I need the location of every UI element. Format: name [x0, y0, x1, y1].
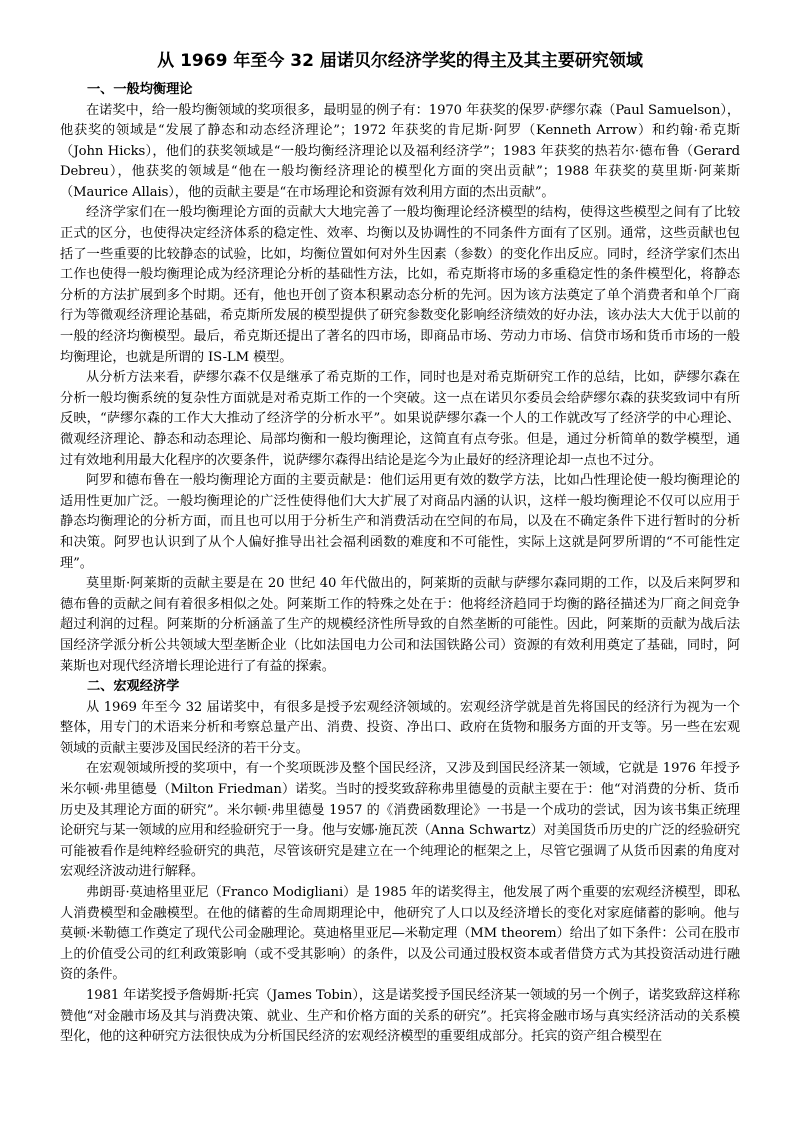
paragraph: 1981 年诺奖授予詹姆斯·托宾（James Tobin），这是诺奖授予国民经济某一领域的另一个例子，诺奖致辞这样称赞他“对金融市场及其与消费决策、就业、生产和价格方面的关系的研究”。托宾将金融市场与真实经济活动的关系模型化，他的这种研究方法很快成为分析国民经济的宏观经济模型的重要组成部分。托宾的资产组合模型在 [60, 987, 740, 1045]
paragraph: 弗朗哥·莫迪格里亚尼（Franco Modigliani）是 1985 年的诺奖得主，他发展了两个重要的宏观经济模型，即私人消费模型和金融模型。在他的储蓄的生命周期理论中，他研究了人口以及经济增长的变化对家庭储蓄的影响。他与莫顿·米勒德工作奠定了现代公司金融理论。莫迪格里亚尼—米勒定理（MM theorem）给出了如下条件：公司在股市上的价值受公司的红利政策影响（或不受其影响）的条件，以及公司通过股权资本或者借贷方式为其投资活动进行融资的条件。 [60, 884, 740, 983]
paragraph: 阿罗和德布鲁在一般均衡理论方面的主要贡献是：他们运用更有效的数学方法，比如凸性理论使一般均衡理论的适用性更加广泛。一般均衡理论的广泛性使得他们大大扩展了对商品内涵的认识，这样一般均衡理论不仅可以应用于静态均衡理论的分析方面，而且也可以用于分析生产和消费活动在空间的布局，以及在不确定条件下进行暂时的分析和决策。阿罗也认识到了从个人偏好推导出社会福利函数的难度和不可能性，实际上这就是阿罗所谓的“不可能性定理”。 [60, 473, 740, 571]
page-title: 从 1969 年至今 32 届诺贝尔经济学奖的得主及其主要研究领域 [157, 51, 643, 71]
document-page [60, 50, 740, 1048]
paragraph: 在诺奖中，给一般均衡领域的奖项很多，最明显的例子有：1970 年获奖的保罗·萨缪尔森（Paul Samuelson），他获奖的领域是“发展了静态和动态经济理论”；1972 年获奖的肯尼斯·阿罗（Kenneth Arrow）和约翰·希克斯（John Hicks），他们的获奖领域是“一般均衡经济理论以及福利经济学”；1983 年获奖的热若尔·德布鲁（Gerard Debreu），他获奖的领域是“他在一般均衡经济理论的模型化方面的突出贡献”；1988 年获奖的莫里斯·阿莱斯（Maurice Allais），他的贡献主要是“在市场理论和资源有效利用方面的杰出贡献”。 [60, 102, 740, 200]
section-heading-general-equilibrium: 一、一般均衡理论 [87, 82, 193, 97]
paragraph: 莫里斯·阿莱斯的贡献主要是在 20 世纪 40 年代做出的，阿莱斯的贡献与萨缪尔森同期的工作，以及后来阿罗和德布鲁的贡献之间有着很多相似之处。阿莱斯工作的特殊之处在于：他将经济趋同于均衡的路径描述为厂商之间竞争超过利润的过程。阿莱斯的分析涵盖了生产的规模经济性所导致的自然垄断的可能性。因此，阿莱斯的贡献为战后法国经济学派分析公共领域大型垄断企业（比如法国电力公司和法国铁路公司）资源的有效利用奠定了基础，同时，阿莱斯也对现代经济增长理论进行了有益的探索。 [60, 576, 740, 674]
paragraph: 从分析方法来看，萨缪尔森不仅是继承了希克斯的工作，同时也是对希克斯研究工作的总结，比如，萨缪尔森在分析一般均衡系统的复杂性方面就是对希克斯工作的一个突破。这一点在诺贝尔委员会给萨缪尔森的获奖致词中有所反映，“萨缪尔森的工作大大推动了经济学的分析水平”。如果说萨缪尔森一个人的工作就改写了经济学的中心理论、微观经济理论、静态和动态理论、局部均衡和一般均衡理论，这简直有点夸张。但是，通过分析简单的数学模型，通过有效地利用最大化程序的次要条件，说萨缪尔森得出结论是迄今为止最好的经济理论却一点也不过分。 [60, 370, 740, 468]
section-heading-macroeconomics: 二、宏观经济学 [87, 679, 180, 695]
paragraph: 在宏观领域所授的奖项中，有一个奖项既涉及整个国民经济，又涉及到国民经济某一领域，它就是 1976 年授予米尔顿·弗里德曼（Milton Friedman）诺奖。当时的授奖致辞称弗里德曼的贡献主要在于：他“对消费的分析、货币历史及其理论方面的研究”。米尔顿·弗里德曼 1957 的《消费函数理论》一书是一个成功的尝试，因为该书集正统理论研究与某一领域的应用和经验研究于一身。他与安娜·施瓦茨（Anna Schwartz）对美国货币历史的广泛的经验研究可能被看作是纯粹经验研究的典范，尽管该研究是建立在一个纯理论的框架之上，尽管它强调了从货币因素的角度对宏观经济波动进行解释。 [60, 761, 740, 880]
paragraph: 从 1969 年至今 32 届诺奖中，有很多是授予宏观经济领域的。宏观经济学就是首先将国民的经济行为视为一个整体，用专门的术语来分析和考察总量产出、消费、投资、净出口、政府在货物和服务方面的开支等。另一些在宏观领域的贡献主要涉及国民经济的若干分支。 [60, 699, 740, 756]
paragraph: 经济学家们在一般均衡理论方面的贡献大大地完善了一般均衡理论经济模型的结构，使得这些模型之间有了比较正式的区分，也使得决定经济体系的稳定性、效率、均衡以及协调性的不同条件方面有了区别。通常，这些贡献也包括了一些重要的比较静态的试验，比如，均衡位置如何对外生因素（参数）的变化作出反应。同时，经济学家们杰出工作也使得一般均衡理论成为经济理论分析的基础性方法，比如，希克斯将市场的多重稳定性的条件模型化，将静态分析的方法扩展到多个时期。还有，他也开创了资本积累动态分析的先河。因为该方法奠定了单个消费者和单个厂商行为等微观经济理论基础，希克斯所发展的模型提供了研究参数变化影响经济绩效的好办法，该办法大大优于以前的一般的经济均衡模型。最后，希克斯还提出了著名的四市场，即商品市场、劳动力市场、信贷市场和货币市场的一般均衡理论，也就是所谓的 IS-LM 模型。 [60, 205, 740, 365]
